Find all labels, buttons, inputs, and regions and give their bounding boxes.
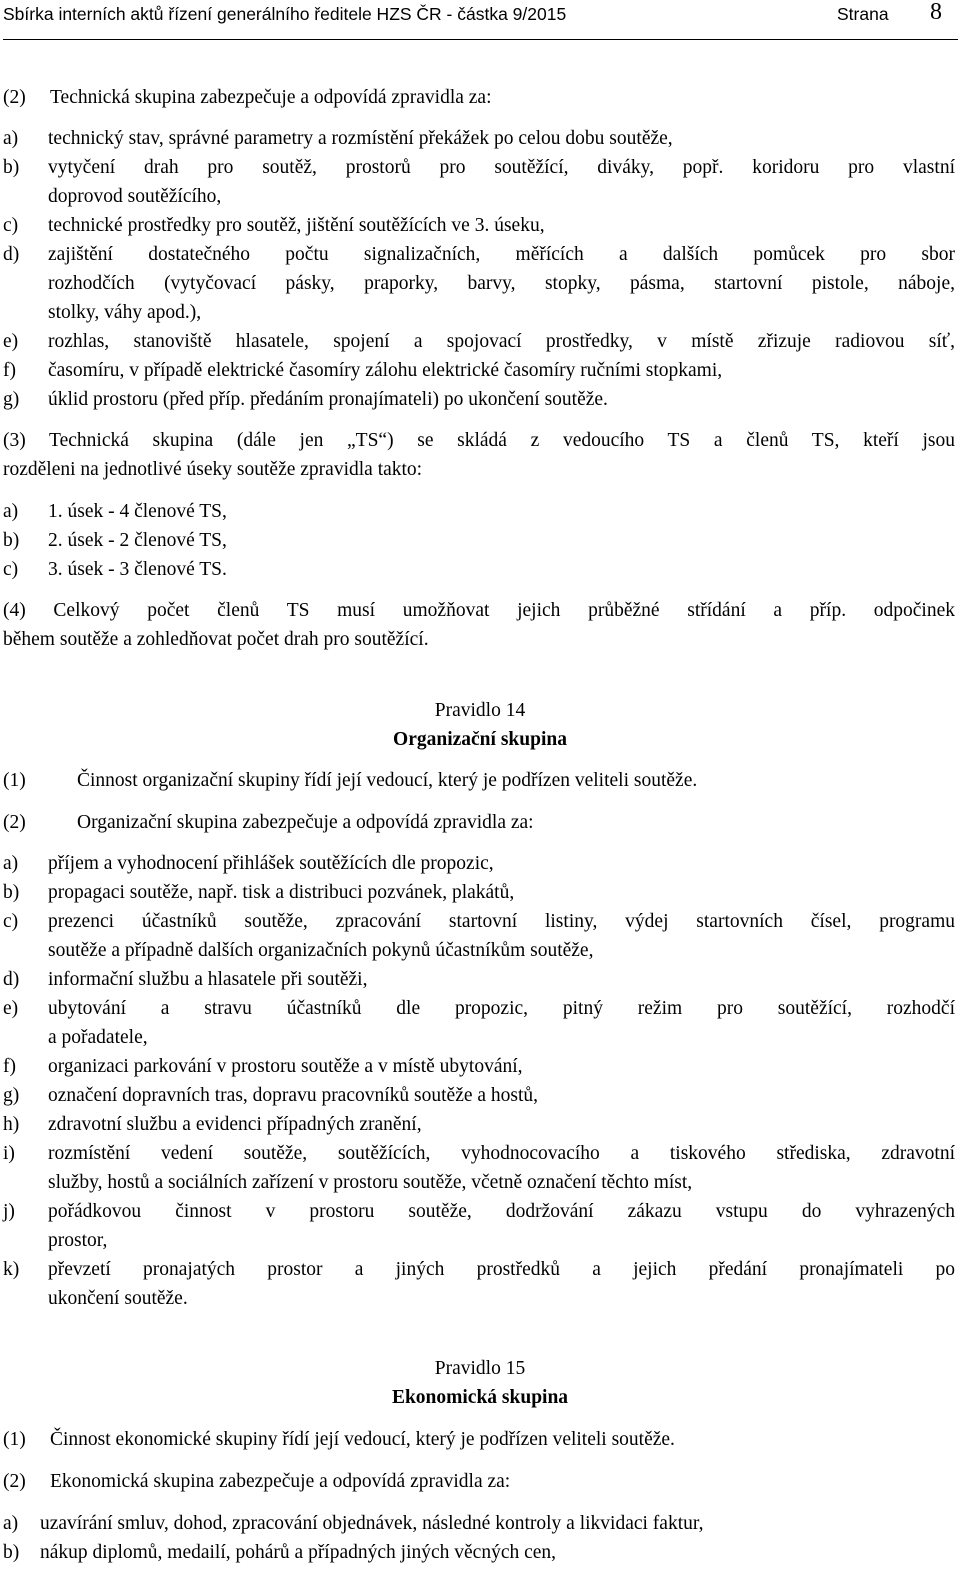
list-item-text: rozmístění vedení soutěže, soutěžících, vyhodnocovacího a tiskového střediska, zdravotní — [48, 1143, 955, 1164]
list-item-text: časomíru, v případě elektrické časomíry zálohu elektrické časomíry ručními stopkami, — [48, 360, 723, 381]
paragraph-text: Činnost ekonomické skupiny řídí její vedoucí, který je podřízen veliteli soutěže. — [50, 1429, 675, 1450]
paragraph-number: (2) — [3, 812, 26, 833]
list-item-text: nákup diplomů, medailí, pohárů a případných jiných věcných cen, — [40, 1542, 557, 1563]
list-item-text: rozhodčích (vytyčovací pásky, praporky, barvy, stopky, pásma, startovní pistole, náboje, — [48, 273, 955, 294]
list-letter: f) — [3, 1056, 16, 1077]
list-item-text: zajištění dostatečného počtu signalizačních, měřících a dalších pomůcek pro sbor — [48, 244, 955, 265]
list-item-text: pořádkovou činnost v prostoru soutěže, dodržování zákazu vstupu do vyhrazených — [48, 1201, 955, 1222]
list-item-text: označení dopravních tras, dopravu pracovníků soutěže a hostů, — [48, 1085, 539, 1106]
list-letter: b) — [3, 530, 20, 551]
page-number: 8 — [930, 0, 942, 25]
rule-title: Ekonomická skupina — [391, 1387, 569, 1408]
paragraph-number: (2) — [3, 87, 26, 108]
list-item-text: ubytování a stravu účastníků dle propozic, pitný režim pro soutěžící, rozhodčí — [48, 998, 955, 1019]
list-letter: c) — [3, 911, 19, 932]
list-letter: b) — [3, 1542, 20, 1563]
list-item-text: rozhlas, stanoviště hlasatele, spojení a spojovací prostředky, v místě zřizuje radiovou síť, — [48, 331, 955, 352]
paragraph-number: (1) — [3, 770, 26, 791]
list-letter: i) — [3, 1143, 15, 1164]
paragraph-text: (3) Technická skupina (dále jen „TS“) se skládá z vedoucího TS a členů TS, kteří jsou — [3, 430, 955, 451]
list-item-text: technické prostředky pro soutěž, jištění soutěžících ve 3. úseku, — [48, 215, 545, 236]
list-letter: e) — [3, 331, 19, 352]
list-item-text: technický stav, správné parametry a rozmístění překážek po celou dobu soutěže, — [48, 128, 673, 149]
list-letter: a) — [3, 1513, 19, 1534]
list-letter: a) — [3, 128, 19, 149]
paragraph-text: Organizační skupina zabezpečuje a odpovídá zpravidla za: — [77, 812, 534, 833]
paragraph-text: (4) Celkový počet členů TS musí umožňovat jejich průběžné střídání a příp. odpočinek — [3, 600, 955, 621]
paragraph-text: Ekonomická skupina zabezpečuje a odpovídá zpravidla za: — [50, 1471, 511, 1492]
list-item-text: 2. úsek - 2 členové TS, — [48, 530, 227, 551]
paragraph-text: rozděleni na jednotlivé úseky soutěže zpravidla takto: — [3, 459, 423, 480]
list-letter: b) — [3, 882, 20, 903]
list-item-text: a pořadatele, — [48, 1027, 148, 1048]
list-item-text: stolky, váhy apod.), — [48, 302, 202, 323]
list-letter: f) — [3, 360, 16, 381]
rule-heading: Pravidlo 15 — [434, 1358, 526, 1379]
list-item-text: informační službu a hlasatele při soutěži, — [48, 969, 368, 990]
list-item-text: zdravotní službu a evidenci případných zranění, — [48, 1114, 422, 1135]
paragraph-text: během soutěže a zohledňovat počet drah pro soutěžící. — [3, 629, 429, 650]
list-letter: e) — [3, 998, 19, 1019]
list-item-text: příjem a vyhodnocení přihlášek soutěžících dle propozic, — [48, 853, 494, 874]
list-item-text: 3. úsek - 3 členové TS. — [48, 559, 227, 580]
list-item-text: převzetí pronajatých prostor a jiných prostředků a jejich předání pronajímateli po — [48, 1259, 955, 1280]
list-letter: a) — [3, 501, 19, 522]
list-letter: b) — [3, 157, 20, 178]
list-item-text: uzavírání smluv, dohod, zpracování objednávek, následné kontroly a likvidaci faktur, — [40, 1513, 704, 1534]
list-letter: g) — [3, 1085, 20, 1106]
rule-title: Organizační skupina — [393, 729, 567, 750]
page-label: Strana — [837, 4, 889, 24]
paragraph-text: Technická skupina zabezpečuje a odpovídá zpravidla za: — [50, 87, 492, 108]
list-letter: c) — [3, 559, 19, 580]
list-letter: k) — [3, 1259, 20, 1280]
paragraph-number: (2) — [3, 1471, 26, 1492]
paragraph-text: Činnost organizační skupiny řídí její vedoucí, který je podřízen veliteli soutěže. — [77, 770, 698, 791]
list-letter: h) — [3, 1114, 20, 1135]
list-item-text: služby, hostů a sociálních zařízení v prostoru soutěže, včetně označení těchto míst, — [48, 1172, 693, 1193]
header-divider — [3, 39, 958, 40]
rule-heading: Pravidlo 14 — [434, 700, 526, 721]
list-item-text: doprovod soutěžícího, — [48, 186, 222, 207]
list-item-text: ukončení soutěže. — [48, 1288, 188, 1309]
list-letter: d) — [3, 244, 20, 265]
list-letter: g) — [3, 389, 20, 410]
list-item-text: prezenci účastníků soutěže, zpracování startovní listiny, výdej startovních čísel, programu — [48, 911, 955, 932]
header-title: Sbírka interních aktů řízení generálního ředitele HZS ČR - částka 9/2015 — [3, 4, 567, 24]
list-item-text: úklid prostoru (před příp. předáním pronajímateli) po ukončení soutěže. — [48, 389, 608, 410]
list-letter: d) — [3, 969, 20, 990]
list-item-text: propagaci soutěže, např. tisk a distribuci pozvánek, plakátů, — [48, 882, 515, 903]
list-item-text: soutěže a případně dalších organizačních pokynů účastníkům soutěže, — [48, 940, 594, 961]
list-letter: j) — [3, 1201, 15, 1222]
list-item-text: vytyčení drah pro soutěž, prostorů pro soutěžící, diváky, popř. koridoru pro vlastní — [48, 157, 955, 178]
list-item-text: organizaci parkování v prostoru soutěže a v místě ubytování, — [48, 1056, 523, 1077]
paragraph-number: (1) — [3, 1429, 26, 1450]
list-letter: a) — [3, 853, 19, 874]
list-letter: c) — [3, 215, 19, 236]
list-item-text: prostor, — [48, 1230, 108, 1251]
page-header — [0, 0, 960, 40]
list-item-text: 1. úsek - 4 členové TS, — [48, 501, 227, 522]
